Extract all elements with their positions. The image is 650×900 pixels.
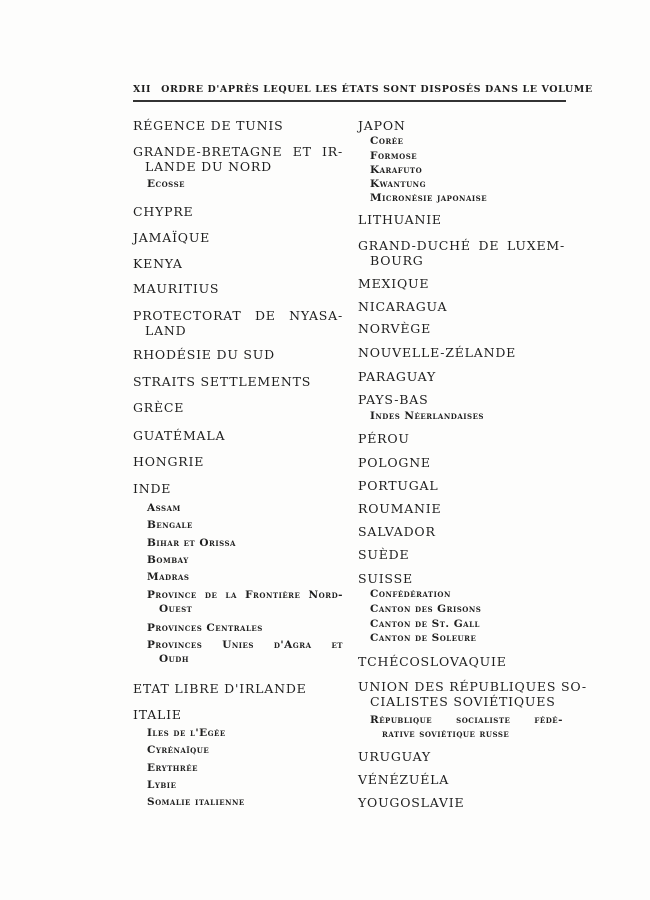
page-number: XII [133,84,152,95]
state-entry: PAYS-BAS [358,392,429,407]
territory-entry: Ecosse [147,178,185,190]
state-entry: SALVADOR [358,524,436,539]
territory-entry: Ouest [159,603,193,615]
territory-entry: Confédération [370,588,451,600]
state-entry: TCHÉCOSLOVAQUIE [358,654,507,669]
state-entry: URUGUAY [358,749,431,764]
territory-entry: Province de la Frontière Nord- [147,589,343,601]
state-entry: PÉROU [358,431,410,446]
territory-entry: Erythrée [147,762,198,774]
state-entry: GRANDE-BRETAGNE ET IR- [133,144,343,159]
territory-entry: rative soviétique russe [382,728,510,740]
territory-entry: Formose [370,150,418,162]
state-entry: NORVÈGE [358,321,432,336]
state-entry: HONGRIE [133,454,205,469]
state-entry: NICARAGUA [358,299,448,314]
state-entry: GUATÉMALA [133,428,226,443]
state-entry: CHYPRE [133,204,194,219]
territory-entry: Cyrénaïque [147,744,210,756]
state-entry: PROTECTORAT DE NYASA- [133,308,343,323]
territory-entry: Canton de St. Gall [370,618,480,630]
state-entry: JAPON [358,118,406,133]
territory-entry: Kwantung [370,178,427,190]
state-entry: CIALISTES SOVIÉTIQUES [370,693,556,709]
state-entry: STRAITS SETTLEMENTS [133,374,312,389]
territory-entry: Canton de Soleure [370,632,477,644]
territory-entry: République socialiste fédé- [370,714,563,726]
state-entry: MAURITIUS [133,281,220,296]
territory-entry: Corée [370,135,404,147]
territory-entry: Bengale [147,519,193,531]
header-rule [133,100,566,102]
state-entry: SUÈDE [358,547,410,562]
state-entry: GRAND-DUCHÉ DE LUXEM- [358,238,565,253]
state-entry: ETAT LIBRE D'IRLANDE [133,681,307,696]
state-entry: LITHUANIE [358,212,442,227]
state-entry: BOURG [370,252,424,268]
state-entry: PORTUGAL [358,478,439,493]
state-entry: RHODÉSIE DU SUD [133,347,275,362]
territory-entry: Bombay [147,554,189,566]
state-entry: LANDE DU NORD [145,158,272,174]
territory-entry: Somalie italienne [147,796,245,808]
state-entry: ITALIE [133,707,182,722]
state-entry: UNION DES RÉPUBLIQUES SO- [358,679,587,694]
state-entry: NOUVELLE-ZÉLANDE [358,345,517,360]
header-title: ORDRE D'APRÈS LEQUEL LES ÉTATS SONT DISPOSÉS DANS LE VOLUME [161,84,593,95]
state-entry: KENYA [133,256,183,271]
territory-entry: Oudh [159,653,189,665]
state-entry: YOUGOSLAVIE [358,795,465,810]
territory-entry: Provinces Unies d'Agra et [147,639,343,651]
territory-entry: Indes Néerlandaises [370,410,484,422]
territory-entry: Micronésie japonaise [370,192,488,204]
state-entry: INDE [133,481,172,496]
state-entry: PARAGUAY [358,369,437,384]
territory-entry: Assam [147,502,181,514]
state-entry: VÉNÉZUÉLA [358,772,450,787]
state-entry: POLOGNE [358,455,431,470]
territory-entry: Iles de l'Egée [147,727,226,739]
state-entry: LAND [145,322,187,338]
territory-entry: Lybie [147,779,177,791]
territory-entry: Madras [147,571,190,583]
state-entry: ROUMANIE [358,501,442,516]
running-header [133,84,593,95]
territory-entry: Bihar et Orissa [147,537,236,549]
territory-entry: Provinces Centrales [147,622,263,634]
state-entry: RÉGENCE DE TUNIS [133,118,284,133]
territory-entry: Karafuto [370,164,423,176]
state-entry: GRÈCE [133,400,185,415]
state-entry: JAMAÏQUE [133,230,211,245]
state-entry: MEXIQUE [358,276,430,291]
state-entry: SUISSE [358,571,413,586]
territory-entry: Canton des Grisons [370,603,482,615]
